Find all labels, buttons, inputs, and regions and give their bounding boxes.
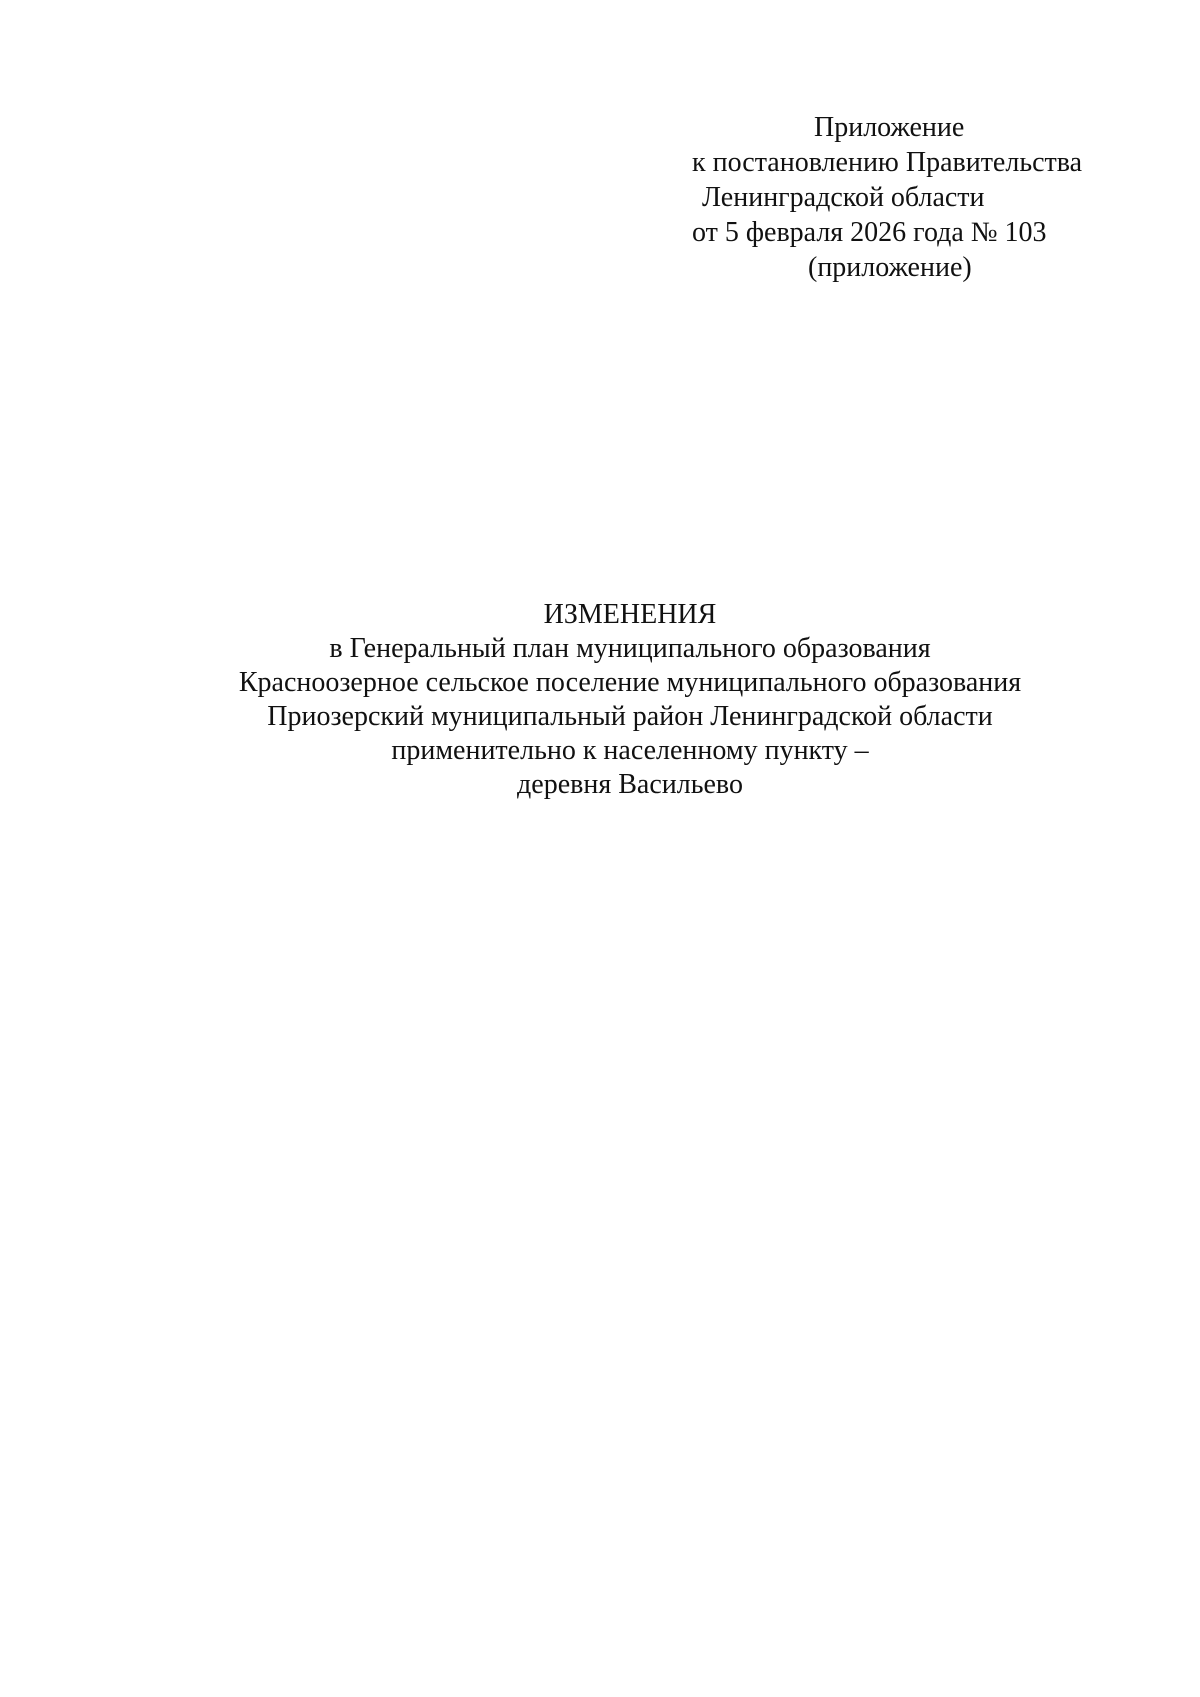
annex-resolution-ref: к постановлению Правительства — [692, 147, 1083, 178]
title-line: Приозерский муниципальный район Ленинградской области — [267, 701, 993, 732]
annex-note: (приложение) — [808, 252, 972, 283]
annex-header — [692, 110, 1112, 285]
annex-label: Приложение — [814, 112, 965, 143]
annex-region: Ленинградской области — [702, 182, 985, 213]
annex-date-number: от 5 февраля 2026 года № 103 — [692, 217, 1047, 248]
title-heading: ИЗМЕНЕНИЯ — [543, 599, 717, 630]
title-line: Красноозерное сельское поселение муниципального образования — [238, 667, 1022, 698]
title-line: применительно к населенному пункту – — [391, 735, 869, 766]
document-title — [100, 598, 1160, 802]
title-line: в Генеральный план муниципального образования — [329, 633, 931, 664]
title-line: деревня Васильево — [517, 769, 743, 800]
